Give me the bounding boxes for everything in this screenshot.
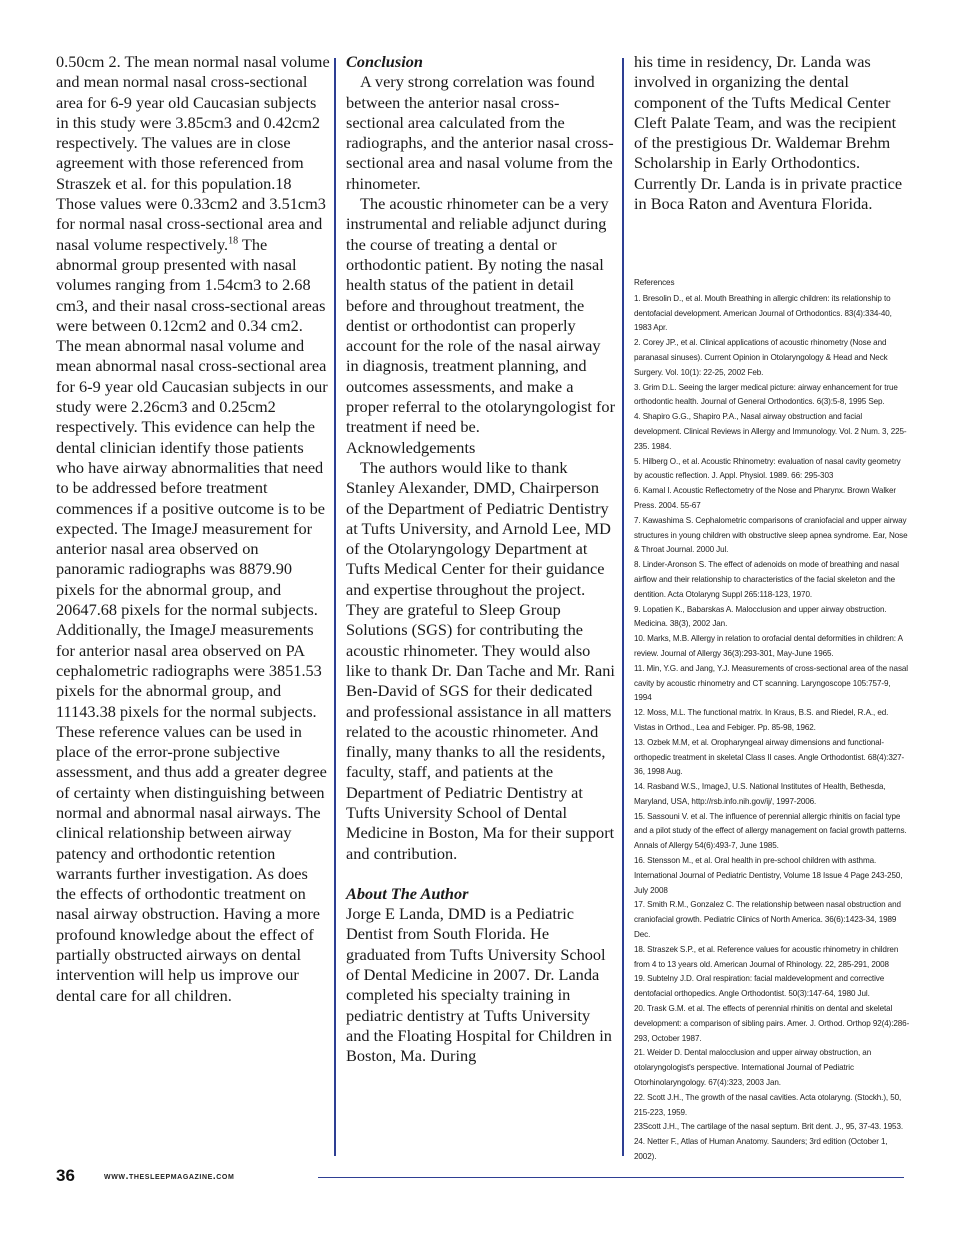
reference-item: 12. Moss, M.L. The functional matrix. In Kraus, B.S. and Riedel, R.A., ed. Vistas in Orthod., Lea and Febiger. Pp. 85-98, 1962.: [634, 708, 889, 732]
reference-item: 6. Kamal I. Acoustic Reflectometry of the Nose and Pharynx. Brown Walker Press. 2004. 55-67: [634, 486, 896, 510]
column1-body: 0.50cm 2. The mean normal nasal volume and mean normal nasal cross-sectional area for 6-9 year old Caucasian subjects in this study were 3.85cm3 and 0.42cm2 respectively. The values are in close agreement with those referenced from Straszek et al. for this population.18 Those values were 0.33cm2 and 3.51cm3 for normal nasal cross-sectional area and nasal volume respectively.: [56, 52, 330, 254]
footer-rule: [318, 1177, 904, 1178]
reference-item: 22. Scott J.H., The growth of the nasal cavities. Acta otolaryng. (Stockh.), 50, 215-223, 1959.: [634, 1092, 902, 1117]
reference-item: 4. Shapiro G.G., Shapiro P.A., Nasal airway obstruction and facial development. Clinical Reviews in Allergy and Immunology. Vol. 2 Num. 3, 225-235. 1984.: [634, 412, 907, 451]
conclusion-heading: Conclusion: [346, 52, 423, 71]
article-column-1: [56, 52, 330, 1006]
reference-item: 18. Straszek S.P., et al. Reference values for acoustic rhinometry in children from 4 to 13 years old. American Journal of Rhinology. 22, 285-291, 2008: [634, 944, 899, 969]
reference-item: 2. Corey JP., et al. Clinical applications of acoustic rhinometry (Nose and paranasal sinuses). Current Opinion in Otolaryngology & Head and Neck Surgery. Vol. 10(1): 22-25, 2002 Feb.: [634, 338, 888, 377]
reference-item: 1. Bresolin D., et al. Mouth Breathing in allergic children: its relationship to dentofacial development. American Journal of Orthodontics. 83(4):334-40, 1983 Apr.: [634, 293, 892, 333]
acknowledgements-heading: Acknowledgements: [346, 437, 476, 457]
article-column-2: [346, 52, 616, 1067]
references-title: References: [634, 278, 675, 287]
reference-item: 10. Marks, M.B. Allergy in relation to orofacial dental deformities in children: A review. Journal of Allergy 36(3):293-301, May-June 1965.: [634, 634, 903, 658]
column1-paragraph: [56, 52, 330, 1006]
references-list: [634, 276, 910, 1165]
reference-item: 17. Smith R.M., Gonzalez C. The relationship between nasal obstruction and craniofacial growth. Pediatric Clinics of North America. 36(6):1423-34, 1989 Dec.: [634, 900, 901, 940]
reference-item: 24. Netter F., Atlas of Human Anatomy. Saunders; 3rd edition (October 1, 2002).: [634, 1137, 888, 1162]
about-author-paragraph: Jorge E Landa, DMD is a Pediatric Dentist from South Florida. He graduated from Tufts University School of Dental Medicine in 2007. Dr. Landa completed his specialty training in pediatric dentistry at Tufts University and the Floating Hospital for Children in Boston, Ma. During: [346, 904, 612, 1066]
page-number: 36: [56, 1166, 75, 1185]
reference-item: 9. Lopatien K., Babarskas A. Malocclusion and upper airway obstruction. Medicina. 38(3), 2002 Jan.: [634, 604, 887, 629]
reference-item: 14. Rasband W.S., ImageJ, U.S. National Institutes of Health, Bethesda, Maryland, USA, http://rsb.info.nih.gov/ij/, 1997-2006.: [634, 782, 886, 806]
about-author-heading: About The Author: [346, 883, 469, 903]
column1-body-cont: The abnormal group presented with nasal volumes ranging from 1.54cm3 to 2.68 cm3, and their nasal cross-sectional areas were between 0.12cm2 and 0.34 cm2. The mean abnormal nasal volume and mean abnormal nasal cross-sectional area for 6-9 year old Caucasian subjects in our study were 2.26cm3 and 0.25cm2 respectively. This evidence can help the dental clinician identify those patients who have airway abnormalities that need to be addressed before treatment commences if a positive outcome is to be expected. The ImageJ measurement for anterior nasal area observed on panoramic radiographs was 8879.90 pixels for the abnormal group, and 20647.68 pixels for the normal subjects. Additionally, the ImageJ measurements for anterior nasal area observed on PA cephalometric radiographs were 3851.53 pixels for the abnormal group, and 11143.38 pixels for the normal subjects. These reference values can be used in place of the error-prone subjective assessment, and thus add a greater degree of certainty when distinguishing between normal and abnormal nasal airways. The clinical relationship between airway patency and orthodontic retention warrants further investigation. As does the effects of orthodontic treatment on nasal airway obstruction. Having a more profound knowledge about the effect of partially obstructed airways on dental intervention will help us improve our dental care for all children.: [56, 234, 328, 1005]
reference-item: 8. Linder-Aronson S. The effect of adenoids on mode of breathing and nasal airflow and their relationship to characteristics of the facial skeleton and the dentition. Acta Otolaryng Suppl 265:118-123, 1970.: [634, 560, 899, 599]
column-divider-2: [622, 58, 624, 1156]
citation-superscript: 18: [228, 235, 239, 247]
conclusion-paragraph-2: The acoustic rhinometer can be a very instrumental and reliable adjunct during the course of treating a dental or orthodontic patient. By noting the nasal health status of the patient in detail before and throughout treatment, the dentist or orthodontist can properly account for the role of the nasal airway in diagnosis, treatment planning, and outcomes assessments, and make a proper referral to the otolaryngologist for treatment if need be.: [346, 194, 615, 437]
reference-item: 23Scott J.H., The cartilage of the nasal septum. Brit dent. J., 95, 37-43. 1953.: [634, 1122, 903, 1132]
website-link[interactable]: www.thesleepmagazine.com: [104, 1171, 235, 1182]
reference-item: 11. Min, Y.G. and Jang, Y.J. Measurements of cross-sectional area of the nasal cavity by acoustic rhinometry and CT scanning. Laryngoscope 105:757-9, 1994: [634, 663, 908, 703]
article-column-3: [634, 52, 910, 214]
acknowledgements-paragraph: The authors would like to thank Stanley Alexander, DMD, Chairperson of the Department of Pediatric Dentistry at Tufts University, and Arnold Lee, MD of the Otolaryngology Department at Tufts Medical Center for their guidance and expertise throughout the project. They are grateful to Sleep Group Solutions (SGS) for contributing the acoustic rhinometer. They would also like to thank Dr. Dan Tache and Mr. Rani Ben-David of SGS for their dedicated and professional assistance in all matters related to the acoustic rhinometer. And finally, many thanks to all the residents, faculty, staff, and patients at the Department of Pediatric Dentistry at Tufts University School of Dental Medicine in Boston, Ma for their support and contribution.: [346, 457, 615, 863]
reference-item: 5. Hilberg O., et al. Acoustic Rhinometry: evaluation of nasal cavity geometry by acoustic reflection. J. Appl. Physiol. 1989. 66: 295-303: [634, 456, 901, 481]
reference-item: 15. Sassouni V. et al. The influence of perennial allergic rhinitis on facial type and a pilot study of the effect of allergy management on facial growth patterns. Annals of Allergy 54(6):493-7, June 1985.: [634, 811, 907, 851]
page-footer: [56, 1166, 904, 1188]
reference-item: 13. Ozbek M.M, et al. Oropharyngeal airway dimensions and functional-orthopedic treatment in skeletal Class II cases. Angle Orthodontist. 68(4):327-36, 1998 Aug.: [634, 737, 905, 777]
reference-item: 3. Grim D.L. Seeing the larger medical picture: airway enhancement for true orthodontic health. Journal of General Orthodontics. 6(3):5-8, 1995 Sep.: [634, 382, 898, 407]
reference-item: 19. Subtelny J.D. Oral respiration: facial maldevelopment and corrective dentofacial orthopedics. Angle Orthodontist. 50(3):147-64, 1980 Jul.: [634, 974, 885, 999]
reference-item: 16. Stensson M., et al. Oral health in pre-school children with asthma. International Journal of Pediatric Dentistry, Volume 18 Issue 4 Page 243-250, July 2008: [634, 856, 903, 895]
reference-item: 20. Trask G.M. et al. The effects of perennial rhinitis on dental and skeletal development: a comparison of sibling pairs. Amer. J. Orthod. Orthop 92(4):286-293, October 1987.: [634, 1004, 910, 1043]
reference-item: 7. Kawashima S. Cephalometric comparisons of craniofacial and upper airway structures in young children with obstructive sleep apnea syndrome. Ear, Nose & Throat Journal. 2000 Jul.: [634, 515, 908, 555]
about-author-continued: his time in residency, Dr. Landa was involved in organizing the dental component of the Tufts Medical Center Cleft Palate Team, and was the recipient of the prestigious Dr. Waldemar Brehm Scholarship in Early Orthodontics. Currently Dr. Landa is in private practice in Boca Raton and Aventura Florida.: [634, 52, 903, 214]
column-divider-1: [334, 58, 336, 1156]
conclusion-paragraph-1: A very strong correlation was found between the anterior nasal cross-sectional area calculated from the radiographs, and the anterior nasal cross-sectional area and nasal volume from the rhinometer.: [346, 72, 614, 193]
reference-item: 21. Weider D. Dental malocclusion and upper airway obstruction, an otolaryngologist's perspective. International Journal of Pediatric Otorhinolaryngology. 67(4):323, 2003 Jan.: [634, 1048, 872, 1088]
